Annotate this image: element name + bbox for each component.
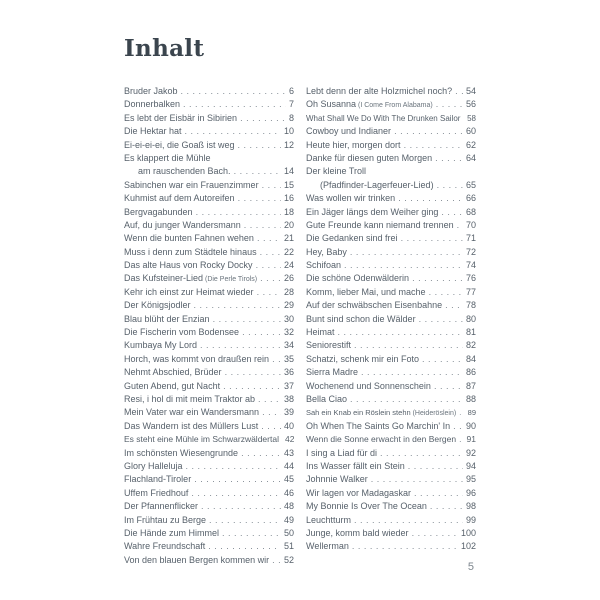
leader-dots	[412, 527, 458, 540]
toc-entry	[124, 447, 294, 460]
toc-entry-page: 100	[460, 527, 476, 538]
leader-dots	[412, 272, 463, 285]
toc-entry	[124, 299, 294, 312]
leader-dots	[463, 112, 464, 125]
toc-entry-title: Im Frühtau zu Berge	[124, 514, 207, 525]
leader-dots	[181, 85, 286, 98]
toc-entry-page: 86	[465, 367, 476, 378]
leader-dots	[200, 339, 281, 352]
toc-entry-title: Bunt sind schon die Wälder	[306, 313, 416, 324]
toc-entry	[306, 353, 476, 366]
toc-entry	[124, 272, 294, 285]
toc-entry-title: Die Fischerin vom Bodensee	[124, 327, 240, 338]
toc-entry	[124, 98, 294, 111]
leader-dots	[209, 514, 281, 527]
toc-entry-title: Wenn die bunten Fahnen wehen	[124, 233, 254, 244]
toc-entry	[124, 366, 294, 379]
toc-entry-title: My Bonnie Is Over The Ocean	[306, 501, 427, 512]
toc-entry-page: 72	[465, 246, 476, 257]
leader-dots	[352, 540, 458, 553]
leader-dots	[208, 540, 281, 553]
toc-entry	[306, 380, 476, 393]
toc-entry-title: Kumbaya My Lord	[124, 340, 198, 351]
leader-dots	[258, 393, 281, 406]
toc-entry-page: 76	[465, 273, 476, 284]
toc-entry	[124, 540, 294, 553]
toc-entry-title: Muss i denn zum Städtele hinaus	[124, 246, 257, 257]
leader-dots	[183, 98, 286, 111]
toc-entry-page: 7	[288, 99, 294, 110]
toc-entry-title: Heimat	[306, 327, 335, 338]
toc-entry	[306, 420, 476, 433]
toc-entry	[124, 500, 294, 513]
toc-entry	[306, 192, 476, 205]
toc-entry	[124, 139, 294, 152]
toc-entry-page: 14	[283, 166, 294, 177]
leader-dots	[240, 112, 286, 125]
toc-entry-title: Das alte Haus von Rocky Docky	[124, 260, 253, 271]
toc-entry-title: Auf der schwäbschen Eisenbahne	[306, 300, 443, 311]
leader-dots	[222, 527, 281, 540]
toc-entry-page: 99	[465, 514, 476, 525]
toc-entry-title: Das Kufsteiner-Lied (Die Perle Tirols)	[124, 273, 258, 284]
toc-entry-page: 18	[283, 206, 294, 217]
toc-entry	[306, 299, 476, 312]
toc-entry-title: Lebt denn der alte Holzmichel noch?	[306, 86, 453, 96]
toc-entry	[306, 393, 476, 406]
leader-dots	[191, 487, 281, 500]
leader-dots	[262, 179, 281, 192]
toc-entry	[124, 460, 294, 473]
leader-dots	[459, 406, 464, 419]
leader-dots	[350, 393, 463, 406]
toc-entry	[306, 500, 476, 513]
toc-entry-title: Der Pfannenflicker	[124, 501, 199, 512]
toc-entry	[306, 313, 476, 326]
leader-dots	[354, 339, 463, 352]
toc-entry-title: Resi, i hol di mit meim Traktor ab	[124, 393, 256, 404]
toc-entry	[306, 85, 476, 98]
toc-entry	[124, 420, 294, 433]
leader-dots	[194, 299, 281, 312]
toc-entry-title: Die Hektar hat	[124, 126, 182, 137]
leader-dots	[185, 125, 281, 138]
toc-entry	[124, 353, 294, 366]
toc-entry	[306, 366, 476, 379]
toc-entry-title: Es steht eine Mühle im Schwarzwäldertal	[124, 434, 279, 445]
toc-column-left	[124, 85, 294, 567]
leader-dots	[429, 286, 463, 299]
toc-entry-page: 78	[465, 300, 476, 311]
toc-entry-page: 65	[465, 179, 476, 190]
toc-entry-page: 12	[283, 139, 294, 150]
leader-dots	[196, 206, 281, 219]
toc-entry-title: Wenn die Sonne erwacht in den Bergen	[306, 434, 457, 445]
toc-entry-page: 6	[288, 86, 294, 96]
toc-entry-page: 60	[465, 126, 476, 137]
toc-entry	[124, 487, 294, 500]
leader-dots	[260, 272, 281, 285]
leader-dots	[238, 139, 281, 152]
leader-dots	[262, 406, 281, 419]
leader-dots	[371, 473, 463, 486]
toc-entry-title: Guten Abend, gut Nacht	[124, 380, 221, 391]
toc-entry	[124, 206, 294, 219]
toc-entry-page: 71	[465, 233, 476, 244]
leader-dots	[238, 192, 281, 205]
toc-entry-title: What Shall We Do With The Drunken Sailor	[306, 113, 461, 123]
toc-entry-page: 8	[288, 112, 294, 123]
toc-entry-title: Wellerman	[306, 541, 349, 552]
toc-entry-page: 36	[283, 367, 294, 378]
toc-entry	[124, 165, 294, 178]
toc-entry	[124, 380, 294, 393]
leader-dots	[344, 259, 463, 272]
leader-dots	[350, 246, 463, 259]
leader-dots	[394, 125, 463, 138]
leader-dots	[430, 500, 463, 513]
toc-entry-page: 58	[467, 113, 476, 123]
toc-entry-page: 24	[283, 260, 294, 271]
leader-dots	[380, 447, 463, 460]
leader-dots	[404, 139, 463, 152]
toc-entry-title: Im schönsten Wiesengrunde	[124, 447, 239, 458]
toc-entry-page: 32	[283, 327, 294, 338]
toc-entry-title: Bergvagabunden	[124, 206, 193, 217]
toc-entry-page: 26	[283, 273, 294, 284]
toc-entry-page: 42	[284, 434, 294, 445]
leader-dots	[453, 420, 463, 433]
toc-entry-title: Johnnie Walker	[306, 474, 368, 485]
toc-entry	[124, 152, 294, 165]
toc-entry	[124, 85, 294, 98]
toc-entry-title: Auf, du junger Wandersmann	[124, 219, 241, 230]
toc-entry-title: Die Hände zum Himmel	[124, 527, 220, 538]
toc-entry	[306, 98, 476, 111]
toc-entry	[124, 313, 294, 326]
leader-dots	[459, 433, 463, 446]
toc-entry-title: Komm, lieber Mai, und mache	[306, 286, 426, 297]
toc-entry-title: Hey, Baby	[306, 246, 347, 257]
toc-entry	[306, 232, 476, 245]
leader-dots	[242, 326, 281, 339]
toc-entry	[306, 460, 476, 473]
toc-entry	[306, 179, 476, 192]
toc-entry	[306, 272, 476, 285]
toc-entry-title: Bruder Jakob	[124, 86, 178, 96]
toc-entry-page: 21	[283, 233, 294, 244]
page-title: Inhalt	[124, 35, 205, 62]
toc-entry	[124, 393, 294, 406]
toc-entry-page: 102	[460, 541, 476, 552]
toc-entry-title: Die schöne Odenwälderin	[306, 273, 410, 284]
toc-entry-page: 34	[283, 340, 294, 351]
toc-entry-title: (Pfadfinder-Lagerfeuer-Lied)	[320, 179, 434, 190]
toc-entry-page: 52	[283, 554, 294, 565]
leader-dots	[213, 313, 281, 326]
leader-dots	[398, 192, 463, 205]
toc-entry-page: 68	[465, 206, 476, 217]
leader-dots	[434, 380, 463, 393]
toc-entry-page: 50	[283, 527, 294, 538]
toc-entry-title: Seniorestift	[306, 340, 352, 351]
toc-entry-page: 87	[465, 380, 476, 391]
leader-dots	[338, 326, 463, 339]
toc-entry-title: Der kleine Troll	[306, 166, 367, 177]
toc-entry-note: (I Come From Alabama)	[356, 102, 433, 110]
page-number: 5	[467, 561, 474, 573]
toc-entry	[124, 232, 294, 245]
toc-entry-page: 15	[283, 179, 294, 190]
toc-entry-title: Bella Ciao	[306, 393, 348, 404]
toc-entry	[124, 406, 294, 419]
toc-entry	[124, 286, 294, 299]
leader-dots	[361, 366, 463, 379]
toc-entry	[306, 447, 476, 460]
toc-entry-title: Danke für diesen guten Morgen	[306, 152, 433, 163]
leader-dots	[225, 366, 281, 379]
leader-dots	[244, 219, 281, 232]
toc-entry-page: 80	[465, 313, 476, 324]
toc-entry-page: 91	[466, 434, 476, 445]
toc-entry-title: Das Wandern ist des Müllers Lust	[124, 420, 259, 431]
toc-entry-page: 66	[465, 193, 476, 204]
leader-dots	[422, 353, 463, 366]
toc-entry-title: Ein Jäger längs dem Weiher ging	[306, 206, 439, 217]
toc-entry-page: 98	[465, 501, 476, 512]
toc-entry	[306, 326, 476, 339]
toc-entry-title: Von den blauen Bergen kommen wir	[124, 554, 270, 565]
toc-entry-page: 48	[283, 501, 294, 512]
leader-dots	[437, 179, 463, 192]
toc-entry-title: Schatzi, schenk mir ein Foto	[306, 353, 420, 364]
toc-entry	[124, 179, 294, 192]
toc-entry-page: 16	[283, 193, 294, 204]
toc-entry-title: Cowboy und Indianer	[306, 126, 392, 137]
leader-dots	[408, 460, 463, 473]
toc-entry	[124, 259, 294, 272]
leader-dots	[272, 554, 281, 567]
toc-entry-page: 49	[283, 514, 294, 525]
toc-entry	[124, 554, 294, 567]
toc-entry-page: 44	[283, 460, 294, 471]
toc-entry-page: 40	[283, 420, 294, 431]
toc-entry-page: 82	[465, 340, 476, 351]
leader-dots	[457, 219, 463, 232]
toc-entry-page: 51	[283, 541, 294, 552]
toc-entry	[124, 246, 294, 259]
toc-entry-page: 81	[465, 327, 476, 338]
toc-entry-title: Nehmt Abschied, Brüder	[124, 367, 222, 378]
toc-entry-title: Gute Freunde kann niemand trennen	[306, 219, 454, 230]
toc-entry	[306, 125, 476, 138]
toc-entry-title: Oh When The Saints Go Marchin' In	[306, 420, 451, 431]
leader-dots	[201, 500, 281, 513]
leader-dots	[261, 420, 281, 433]
toc-entry	[124, 433, 294, 446]
toc-columns	[124, 85, 476, 567]
toc-entry	[124, 339, 294, 352]
toc-entry-page: 84	[465, 353, 476, 364]
toc-column-right	[306, 85, 476, 567]
leader-dots	[194, 473, 281, 486]
leader-dots	[414, 487, 463, 500]
toc-entry	[306, 139, 476, 152]
toc-entry-title: Sabinchen war ein Frauenzimmer	[124, 179, 259, 190]
toc-entry-page: 22	[283, 246, 294, 257]
toc-entry-title: Flachland-Tiroler	[124, 474, 192, 485]
toc-entry-page: 43	[283, 447, 294, 458]
leader-dots	[223, 380, 281, 393]
toc-entry-page: 38	[283, 393, 294, 404]
toc-entry-page: 30	[283, 313, 294, 324]
toc-entry	[306, 514, 476, 527]
toc-entry	[306, 406, 476, 419]
toc-entry	[306, 259, 476, 272]
toc-entry-title: Kuhmist auf dem Autoreifen	[124, 193, 235, 204]
toc-entry-title: Leuchtturm	[306, 514, 352, 525]
toc-entry-page: 56	[465, 99, 476, 110]
toc-entry	[124, 514, 294, 527]
toc-entry	[124, 125, 294, 138]
leader-dots	[435, 152, 463, 165]
toc-entry	[306, 487, 476, 500]
toc-entry-page: 28	[283, 286, 294, 297]
toc-entry-title: Uffem Friedhouf	[124, 487, 189, 498]
toc-entry-page: 64	[465, 152, 476, 163]
toc-entry	[306, 165, 476, 178]
leader-dots	[441, 206, 463, 219]
toc-entry	[306, 152, 476, 165]
leader-dots	[272, 353, 281, 366]
toc-entry-page: 88	[465, 393, 476, 404]
toc-entry	[306, 246, 476, 259]
toc-entry-title: Es klappert die Mühle	[124, 152, 211, 163]
toc-entry-page: 39	[283, 407, 294, 418]
toc-entry-note: (Heideröslein)	[410, 410, 457, 418]
toc-entry-note: (Die Perle Tirols)	[203, 276, 258, 284]
toc-entry	[306, 527, 476, 540]
leader-dots	[234, 165, 281, 178]
toc-entry-title: Die Gedanken sind frei	[306, 233, 398, 244]
toc-entry	[306, 286, 476, 299]
toc-entry-title: Kehr ich einst zur Heimat wieder	[124, 286, 254, 297]
toc-entry-title: Schifoan	[306, 260, 342, 271]
toc-entry	[306, 540, 476, 553]
leader-dots	[354, 514, 463, 527]
toc-entry	[306, 339, 476, 352]
toc-entry	[124, 473, 294, 486]
leader-dots	[419, 313, 463, 326]
toc-entry-page: 54	[465, 86, 476, 96]
toc-entry-title: I sing a Liad für di	[306, 447, 378, 458]
leader-dots	[241, 447, 281, 460]
leader-dots	[186, 460, 281, 473]
toc-entry-page: 35	[283, 353, 294, 364]
leader-dots	[436, 98, 463, 111]
toc-entry-page: 29	[283, 300, 294, 311]
toc-entry-page: 89	[467, 408, 476, 418]
toc-entry-page: 10	[283, 126, 294, 137]
toc-entry-page: 74	[465, 260, 476, 271]
toc-entry-title: Heute hier, morgen dort	[306, 139, 401, 150]
toc-entry-title: Glory Halleluja	[124, 460, 183, 471]
toc-entry-title: Blau blüht der Enzian	[124, 313, 210, 324]
toc-entry	[306, 219, 476, 232]
toc-entry	[124, 112, 294, 125]
toc-entry-title: Mein Vater war ein Wandersmann	[124, 407, 260, 418]
toc-entry-title: Wir lagen vor Madagaskar	[306, 487, 412, 498]
toc-entry-title: Sierra Madre	[306, 367, 359, 378]
toc-entry-title: Ei-ei-ei-ei, die Goaß ist weg	[124, 139, 235, 150]
toc-entry-page: 70	[465, 219, 476, 230]
leader-dots	[445, 299, 463, 312]
toc-entry-title: Donnerbalken	[124, 99, 181, 110]
toc-entry	[124, 527, 294, 540]
toc-entry-title: Wochenend und Sonnenschein	[306, 380, 431, 391]
toc-entry	[124, 192, 294, 205]
toc-entry-title: Junge, komm bald wieder	[306, 527, 409, 538]
toc-entry-title: am rauschenden Bach.	[138, 166, 231, 177]
toc-entry-title: Was wollen wir trinken	[306, 193, 396, 204]
leader-dots	[455, 85, 463, 98]
toc-entry-page: 62	[465, 139, 476, 150]
toc-entry	[306, 433, 476, 446]
toc-entry-page: 46	[283, 487, 294, 498]
leader-dots	[401, 232, 463, 245]
toc-entry-page: 96	[465, 487, 476, 498]
toc-entry-title: Oh Susanna (I Come From Alabama)	[306, 99, 433, 110]
toc-entry-title: Horch, was kommt von draußen rein	[124, 353, 270, 364]
leader-dots	[257, 286, 281, 299]
toc-entry-page: 77	[465, 286, 476, 297]
toc-entry-title: Wahre Freundschaft	[124, 541, 206, 552]
toc-entry	[124, 326, 294, 339]
toc-entry-page: 92	[465, 447, 476, 458]
toc-entry-title: Der Königsjodler	[124, 300, 191, 311]
toc-entry-title: Sah ein Knab ein Röslein stehn (Heideröslein)	[306, 408, 457, 418]
leader-dots	[260, 246, 281, 259]
toc-entry	[124, 219, 294, 232]
toc-entry	[306, 473, 476, 486]
toc-entry-page: 37	[283, 380, 294, 391]
toc-entry-page: 45	[283, 474, 294, 485]
leader-dots	[257, 232, 281, 245]
toc-entry-page: 95	[465, 474, 476, 485]
toc-entry-title: Es lebt der Eisbär in Sibirien	[124, 112, 238, 123]
toc-entry-title: Ins Wasser fällt ein Stein	[306, 460, 405, 471]
toc-entry-page: 90	[465, 420, 476, 431]
leader-dots	[256, 259, 281, 272]
toc-entry	[306, 206, 476, 219]
toc-entry	[306, 112, 476, 125]
toc-entry-page: 94	[465, 460, 476, 471]
toc-entry-page: 20	[283, 219, 294, 230]
